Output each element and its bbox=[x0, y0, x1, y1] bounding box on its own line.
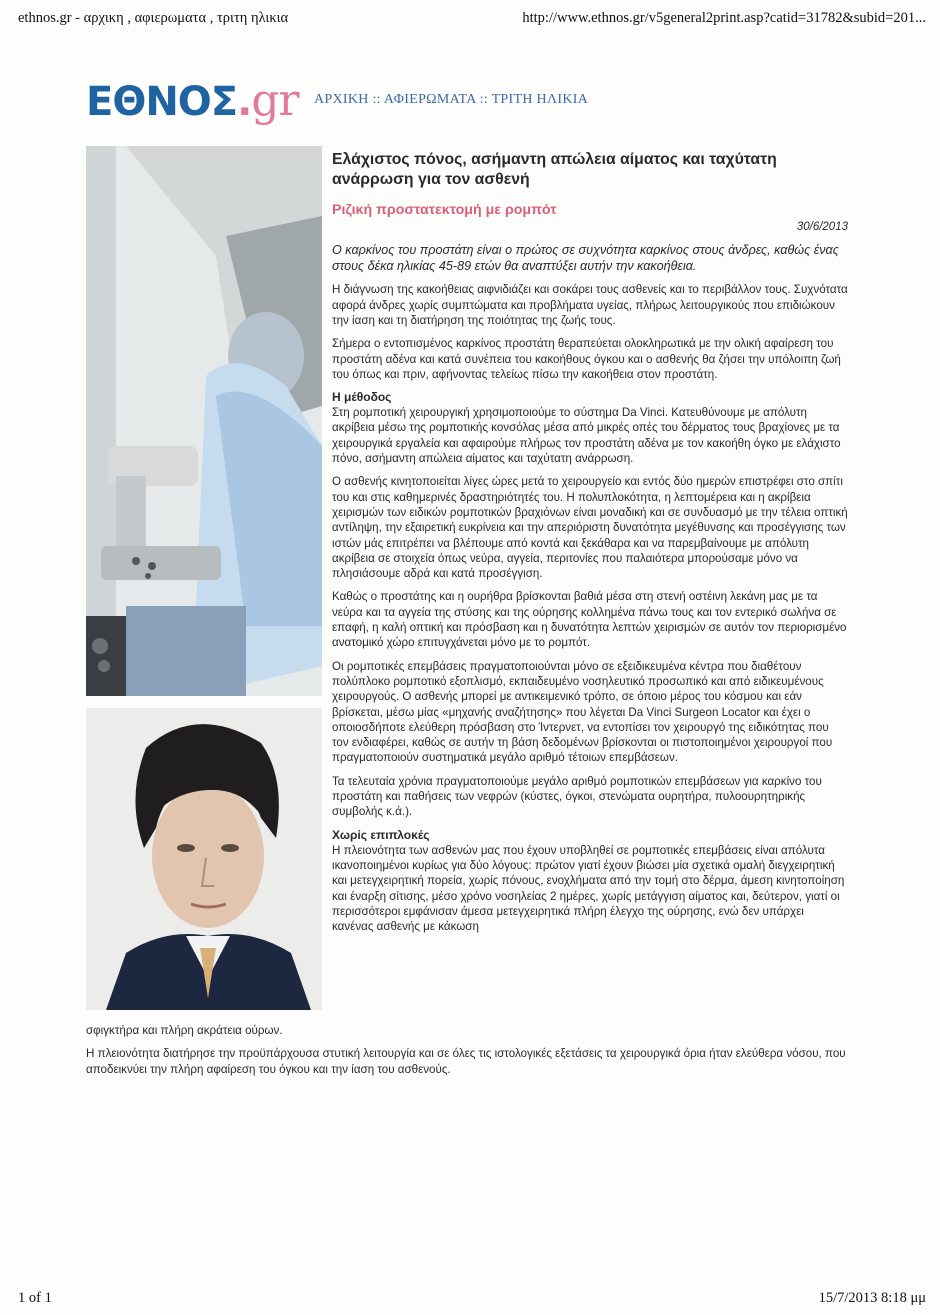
print-timestamp: 15/7/2013 8:18 μμ bbox=[818, 1290, 926, 1306]
paragraph-outcome: Η πλειονότητα διατήρησε την προϋπάρχουσα στυτική λειτουργία και σε όλες τις ιστολογικές εξετάσεις τα χειρουργικά όρια ήταν ελεύθερα νόσου, που αποδεικνύει την πλήρη αφαίρεση του όγκου και την ίαση του ασθενούς. bbox=[86, 1047, 846, 1076]
heading-method: Η μέθοδος bbox=[332, 390, 392, 405]
logo-tld: gr bbox=[251, 75, 299, 126]
heading-complications: Χωρίς επιπλοκές bbox=[332, 827, 430, 842]
article-subtitle: Ριζική προστατεκτομή με ρομπότ bbox=[332, 202, 557, 218]
print-url: http://www.ethnos.gr/v5general2print.asp?catid=31782&subid=201... bbox=[522, 10, 926, 26]
robotic-console-illustration bbox=[86, 146, 322, 696]
paragraph-satisfaction: Η πλειονότητα των ασθενών μας που έχουν υποβληθεί σε ρομποτικές επεμβάσεις είναι απόλυτα ικανοποιημένοι κυρίως για δύο λόγους: πρώτον γιατί έχουν βιώσει μία σχετικά ομαλή διεγχειρητική και μετεγχειρητική πορεία, χωρίς πόνους, ενοχλήματα από την τομή στο δέρμα, άμεση κινητοποίηση και έναρξη σίτισης, μέσο χρόνο νοσηλείας 2 ημέρες, χωρίς μετάγγιση αίματος και, δεύτερον, γιατί οι περισσότεροι εμφάνισαν άμεσα μετεγχειρητικά πλήρη έλεγχο της ούρησης, ενώ δεν υπάρχει κανένας ασθενής με κάκωση bbox=[332, 843, 845, 934]
article-title: Ελάχιστος πόνος, ασήμαντη απώλεια αίματος και ταχύτατη ανάρρωση για τον ασθενή bbox=[332, 151, 777, 188]
portrait-illustration bbox=[86, 708, 322, 1010]
article-body bbox=[332, 150, 848, 942]
print-footer bbox=[18, 1287, 926, 1307]
paragraph-treatment: Σήμερα ο εντοπισμένος καρκίνος προστάτη θεραπεύεται ολοκληρωτικά με την ολική αφαίρεση του προστάτη αδένα και κατά συνέπεια του κακοήθους όγκου και ο ασθενής θα ζήσει την υπόλοιπη ζωή του όπως και πριν, αφήνοντας τελείως πίσω την κακοήθεια στον προστάτη. bbox=[332, 337, 841, 381]
paragraph-recovery: Ο ασθενής κινητοποιείται λίγες ώρες μετά το χειρουργείο και εντός δύο ημερών επιστρέφει στο σπίτι του και στις καθημερινές δραστηριότητές του. Η πολυπλοκότητα, η λεπτομέρεια και η ακρίβεια χειρισμών των ειδικών ρομποτικών βραχιόνων είναι μοναδική και σε συνδυασμό με την τέλεια οπτική αντίληψη, την εξαιρετική ευκρίνεια και την απεριόριστη δυνατότητα μεγέθυνσης και προσέγγισης των ιστών μάς επιτρέπει να βλέπουμε από κοντά και ξεκάθαρα και να παρεμβαίνουμε με απόλυτη ακρίβεια σε στοιχεία όπως νεύρα, αγγεία, περιτονίες που παλαιότερα μπορούσαμε μόνο να πλησιάσουμε αδρά και κατά προσέγγιση. bbox=[332, 475, 848, 581]
breadcrumb[interactable]: ΑΡΧΙΚΗ :: ΑΦΙΕΡΩΜΑΤΑ :: ΤΡΙΤΗ ΗΛΙΚΙΑ bbox=[314, 92, 589, 107]
paragraph-recent-years: Τα τελευταία χρόνια πραγματοποιούμε μεγάλο αριθμό ρομποτικών επεμβάσεων για καρκίνο του προστάτη και παθήσεις των νεφρών (κύστες, όγκοι, στενώματα ουρητήρα, πυλοουρητηρικής συμβολής κ.ά.). bbox=[332, 774, 822, 819]
paragraph-da-vinci: Στη ρομποτική χειρουργική χρησιμοποιούμε το σύστημα Da Vinci. Κατευθύνουμε με απόλυτη ακρίβεια μέσω της ρομποτικής κονσόλας μέσα από μικρές οπές του δέρματος τους βραχίονες με τα χειρουργικά εργαλεία και αφαιρούμε πλήρως τον προστάτη αδένα με τον κακοήθη όγκο με ελάχιστο πόνο, ασήμαντη απώλεια αίματος και ταχύτατη ανάρρωση. bbox=[332, 406, 841, 466]
page-count: 1 of 1 bbox=[18, 1290, 52, 1306]
ethnos-logo[interactable] bbox=[86, 76, 299, 127]
paragraph-centers: Οι ρομποτικές επεμβάσεις πραγματοποιούνται μόνο σε εξειδικευμένα κέντρα που διαθέτουν πολύπλοκο ρομποτικό εξοπλισμό, εκπαιδευμένο νοσηλευτικό προσωπικό και από ειδικευμένους χειρουργούς. Ο ασθενής μπορεί με αντικειμενικό τρόπο, σε όποιο μέρος του κόσμου και εάν βρίσκεται, μέσω μίας «μηχανής αναζήτησης» που λέγεται Da Vinci Surgeon Locator και έχει ο οποιοσδήποτε ελεύθερη πρόσβαση στο Ίντερνετ, να εντοπίσει τον χειρουργό της ειδικότητας που τον ενδιαφέρει, καθώς σε αυτήν τη βάση δεδομένων βρίσκονται οι πιστοποιημένοι χειρουργοί που πραγματοποιούν συστηματικά μεγάλο αριθμό τέτοιων επεμβάσεων. bbox=[332, 659, 833, 765]
paragraph-anatomy: Καθώς ο προστάτης και η ουρήθρα βρίσκονται βαθιά μέσα στη στενή οστέινη λεκάνη μας με τα νεύρα και τα αγγεία της στύσης και της ούρησης κολλημένα πάνω τους και τον εντερικό σωλήνα σε επαφή, η καλή οπτική και πρόσβαση και η δυνατότητα λεπτών χειρισμών σε αυτόν τον περιορισμένο ανατομικό χώρο επιτυγχάνεται μόνο με το ρομπότ. bbox=[332, 590, 847, 650]
surgeon-portrait-photo bbox=[86, 708, 322, 1010]
logo-main: ΕΘΝΟΣ bbox=[86, 79, 238, 125]
paragraph-diagnosis: Η διάγνωση της κακοήθειας αιφνιδιάζει και σοκάρει τους ασθενείς και το περιβάλλον τους. Συχνότατα αφορά άνδρες χωρίς συμπτώματα και προβλήματα υγείας, πλήρως λειτουργικούς που επιδιώκουν την ίαση και τη διατήρηση της ποιότητας της ζωής τους. bbox=[332, 283, 848, 327]
paragraph-satisfaction-continued: σφιγκτήρα και πλήρη ακράτεια ούρων. bbox=[86, 1024, 283, 1037]
print-page-title: ethnos.gr - αρχικη , αφιερωματα , τριτη ηλικια bbox=[18, 10, 289, 26]
robotic-surgery-photo bbox=[86, 146, 322, 696]
article-lead: Ο καρκίνος του προστάτη είναι ο πρώτος σε συχνότητα καρκίνος στους άνδρες, καθώς ένας στους δέκα ηλικίας 45-89 ετών θα αναπτύξει αυτήν την κακοήθεια. bbox=[332, 242, 839, 273]
article-date: 30/6/2013 bbox=[796, 221, 848, 234]
logo-dot: . bbox=[237, 79, 252, 125]
